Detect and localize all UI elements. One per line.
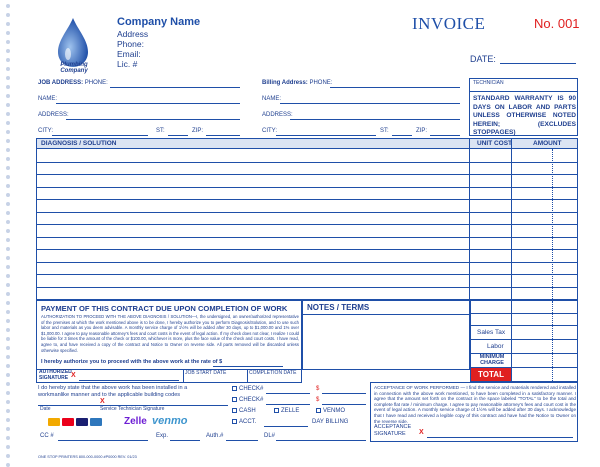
job-address-line[interactable] <box>66 119 240 120</box>
job-address-label: JOB ADDRESS: PHONE: <box>38 80 108 86</box>
check1-dollar: $ <box>316 386 320 392</box>
printer-footer: ONE STOP PRINTERS 800-000-0000 #P0000 REV. 01/23 <box>38 455 137 459</box>
day-billing-label: DAY BILLING <box>312 419 349 425</box>
zelle-option[interactable]: ZELLE <box>274 408 299 414</box>
diagnosis-table <box>36 138 578 300</box>
job-city-label: CITY: <box>38 128 54 134</box>
amex-card-icon <box>90 418 102 426</box>
date-line[interactable] <box>500 63 576 64</box>
technician-label: TECHNICIAN <box>473 80 504 86</box>
billing-address-field-label: ADDRESS: <box>262 112 293 118</box>
contract-text: AUTHORIZATION TO PROCEED WITH THE ABOVE DIAGNOSIS / SOLUTION—I, the undersigned, an owner/authorized representative of the premises at which the work mentioned above is to be done, I hereby authorize you to perform Diagnosis/Solution, and to use such labor and materials as you deem advisable. A monthly service charge of 1½% will be added after 30 days, up to $1,000.00 and 1% over $1,000.00. I agree to pay reasonable attorney's fees and court costs in the event of legal action. If my check does not clear, I realize I could be liable for 3 times the amount of the check or $100.00, whichever is more, plus the face value of the check and court costs. I have read, agree to, and have received a copy of the contract and Notice to Owner on reverse side. All parts removed will be discarded unless otherwise specified. <box>41 314 299 353</box>
dl-label: DL# <box>264 433 276 439</box>
job-address-field-label: ADDRESS: <box>38 112 69 118</box>
billing-phone-line[interactable] <box>330 87 460 88</box>
authorized-sig-line[interactable] <box>79 380 179 381</box>
billing-st-line[interactable] <box>392 135 412 136</box>
technician-box <box>469 78 578 136</box>
discover-card-icon <box>48 418 60 426</box>
company-details <box>117 29 148 69</box>
billing-address-label: Billing Address: PHONE: <box>262 80 333 86</box>
billing-zip-line[interactable] <box>430 135 460 136</box>
billing-city-label: CITY: <box>262 128 278 134</box>
cc-label: CC # <box>40 433 54 439</box>
job-phone-line[interactable] <box>110 87 240 88</box>
sales-tax-label: Sales Tax <box>477 329 506 336</box>
dl-line[interactable] <box>276 440 366 441</box>
table-row[interactable] <box>37 262 577 263</box>
billing-name-line[interactable] <box>280 103 460 104</box>
perforation-strip <box>2 0 14 464</box>
zelle-logo: Zelle <box>124 416 147 427</box>
table-row[interactable] <box>37 199 577 200</box>
check2-line[interactable] <box>266 404 310 405</box>
billing-zip-label: ZIP: <box>416 128 428 134</box>
job-st-line[interactable] <box>168 135 188 136</box>
acceptance-x-mark: X <box>419 429 424 436</box>
contract-title: PAYMENT OF THIS CONTRACT DUE UPON COMPLETION OF WORK <box>41 304 288 313</box>
visa-card-icon <box>76 418 88 426</box>
notes-title: NOTES / TERMS <box>307 303 370 312</box>
billing-name-label: NAME: <box>262 96 282 102</box>
company-email: Email: <box>117 49 141 59</box>
workmanship-statement: I do hereby state that the above work has been installed in a workmanlike manner and to the applicable building codes <box>38 385 188 398</box>
acceptance-sig-label: ACCEPTANCE SIGNATURE <box>374 424 412 437</box>
company-name: Company Name <box>117 16 201 28</box>
auth-line[interactable] <box>226 440 258 441</box>
table-row[interactable] <box>37 162 577 163</box>
notes-box[interactable] <box>302 300 470 370</box>
check2-dollar: $ <box>316 397 320 403</box>
job-name-line[interactable] <box>56 103 240 104</box>
venmo-checkbox[interactable] <box>316 408 321 413</box>
billing-city-line[interactable] <box>276 135 376 136</box>
acct-option[interactable]: ACCT. <box>232 419 256 425</box>
exp-line[interactable] <box>170 440 200 441</box>
authorized-x-mark: X <box>71 372 76 379</box>
amount-header: AMOUNT <box>533 140 562 147</box>
rate-line[interactable] <box>213 366 283 367</box>
job-zip-label: ZIP: <box>192 128 204 134</box>
table-row[interactable] <box>37 187 577 188</box>
job-st-label: ST: <box>156 128 165 134</box>
completion-label: COMPLETION DATE <box>249 370 297 376</box>
venmo-option[interactable]: VENMO <box>316 408 345 414</box>
table-row[interactable] <box>37 224 577 225</box>
check1-line[interactable] <box>266 393 310 394</box>
cash-checkbox[interactable] <box>232 408 237 413</box>
billing-st-label: ST: <box>380 128 389 134</box>
contract-box <box>36 300 302 370</box>
cash-option[interactable]: CASH <box>232 408 256 414</box>
table-row[interactable] <box>37 174 577 175</box>
unit-cost-header: UNIT COST <box>477 140 513 147</box>
mastercard-icon <box>62 418 74 426</box>
warranty-text: STANDARD WARRANTY IS 90 DAYS ON LABOR AND PARTS UNLESS OTHERWISE NOTED HEREIN; (EXCLUDES STOPPAGES) <box>473 95 576 137</box>
acceptance-text: ACCEPTANCE OF WORK PERFORMED — I find the service and materials rendered and installed in connection with the above work mentioned, to have been completed in a satisfactory manner. I agree that the amount set forth on the contract in the space labeled "TOTAL" to be the total and complete flat rate / minimum charge. I agree to pay reasonable attorney's fees and court cost in the event of legal action. A monthly service charge of 1½% will be added after 30 days. I acknowledge that I have read and received a legible copy of this contract and have had the Notice to Owner on the reverse side. <box>374 385 576 424</box>
acct-line[interactable] <box>264 426 308 427</box>
exp-label: Exp. <box>156 433 169 439</box>
job-start-label: JOB START DATE <box>185 370 227 376</box>
zelle-checkbox[interactable] <box>274 408 279 413</box>
invoice-title: INVOICE <box>412 14 486 33</box>
acct-checkbox[interactable] <box>232 419 237 424</box>
check1-amount-line[interactable] <box>322 393 366 394</box>
check2-checkbox[interactable] <box>232 397 237 402</box>
labor-label: Labor <box>487 343 504 350</box>
logo <box>44 14 102 78</box>
diagnosis-header: DIAGNOSIS / SOLUTION <box>41 140 117 147</box>
cc-line[interactable] <box>58 440 148 441</box>
acceptance-box <box>370 382 578 442</box>
table-row[interactable] <box>37 237 577 238</box>
minimum-charge-label: MINIMUM CHARGE <box>479 354 505 366</box>
company-address: Address <box>117 29 149 39</box>
job-city-line[interactable] <box>52 135 148 136</box>
job-zip-line[interactable] <box>206 135 240 136</box>
company-lic: Lic. # <box>117 59 138 69</box>
billing-address-line[interactable] <box>290 119 460 120</box>
logo-text: Plumbing Company <box>60 62 88 74</box>
table-row[interactable] <box>37 212 577 213</box>
tech-x-mark: X <box>100 398 105 405</box>
table-row[interactable] <box>37 274 577 275</box>
authorized-sig-label: AUTHORIZED SIGNATURE <box>39 369 72 381</box>
date-label: DATE: <box>470 54 496 64</box>
authorize-text: I hereby authorize you to proceed with the above work at the rate of $ <box>41 359 223 365</box>
job-name-label: NAME: <box>38 96 58 102</box>
totals-box <box>470 300 578 382</box>
total-label: TOTAL <box>471 368 511 381</box>
authorize-sig-row <box>36 370 302 383</box>
check2-amount-line[interactable] <box>322 404 366 405</box>
check2-option[interactable]: CHECK# <box>232 397 263 403</box>
date-sig-label: Date <box>40 406 51 412</box>
table-row[interactable] <box>37 287 577 288</box>
company-phone: Phone: <box>117 39 144 49</box>
check1-option[interactable]: CHECK# <box>232 386 263 392</box>
check1-checkbox[interactable] <box>232 386 237 391</box>
tech-sig-label: Service Technician Signature <box>100 406 165 412</box>
acceptance-sig-line[interactable] <box>427 437 573 438</box>
invoice-number: No. 001 <box>534 16 580 31</box>
auth-label: Auth.# <box>206 433 224 439</box>
table-row[interactable] <box>37 249 577 250</box>
venmo-logo: venmo <box>152 415 188 427</box>
